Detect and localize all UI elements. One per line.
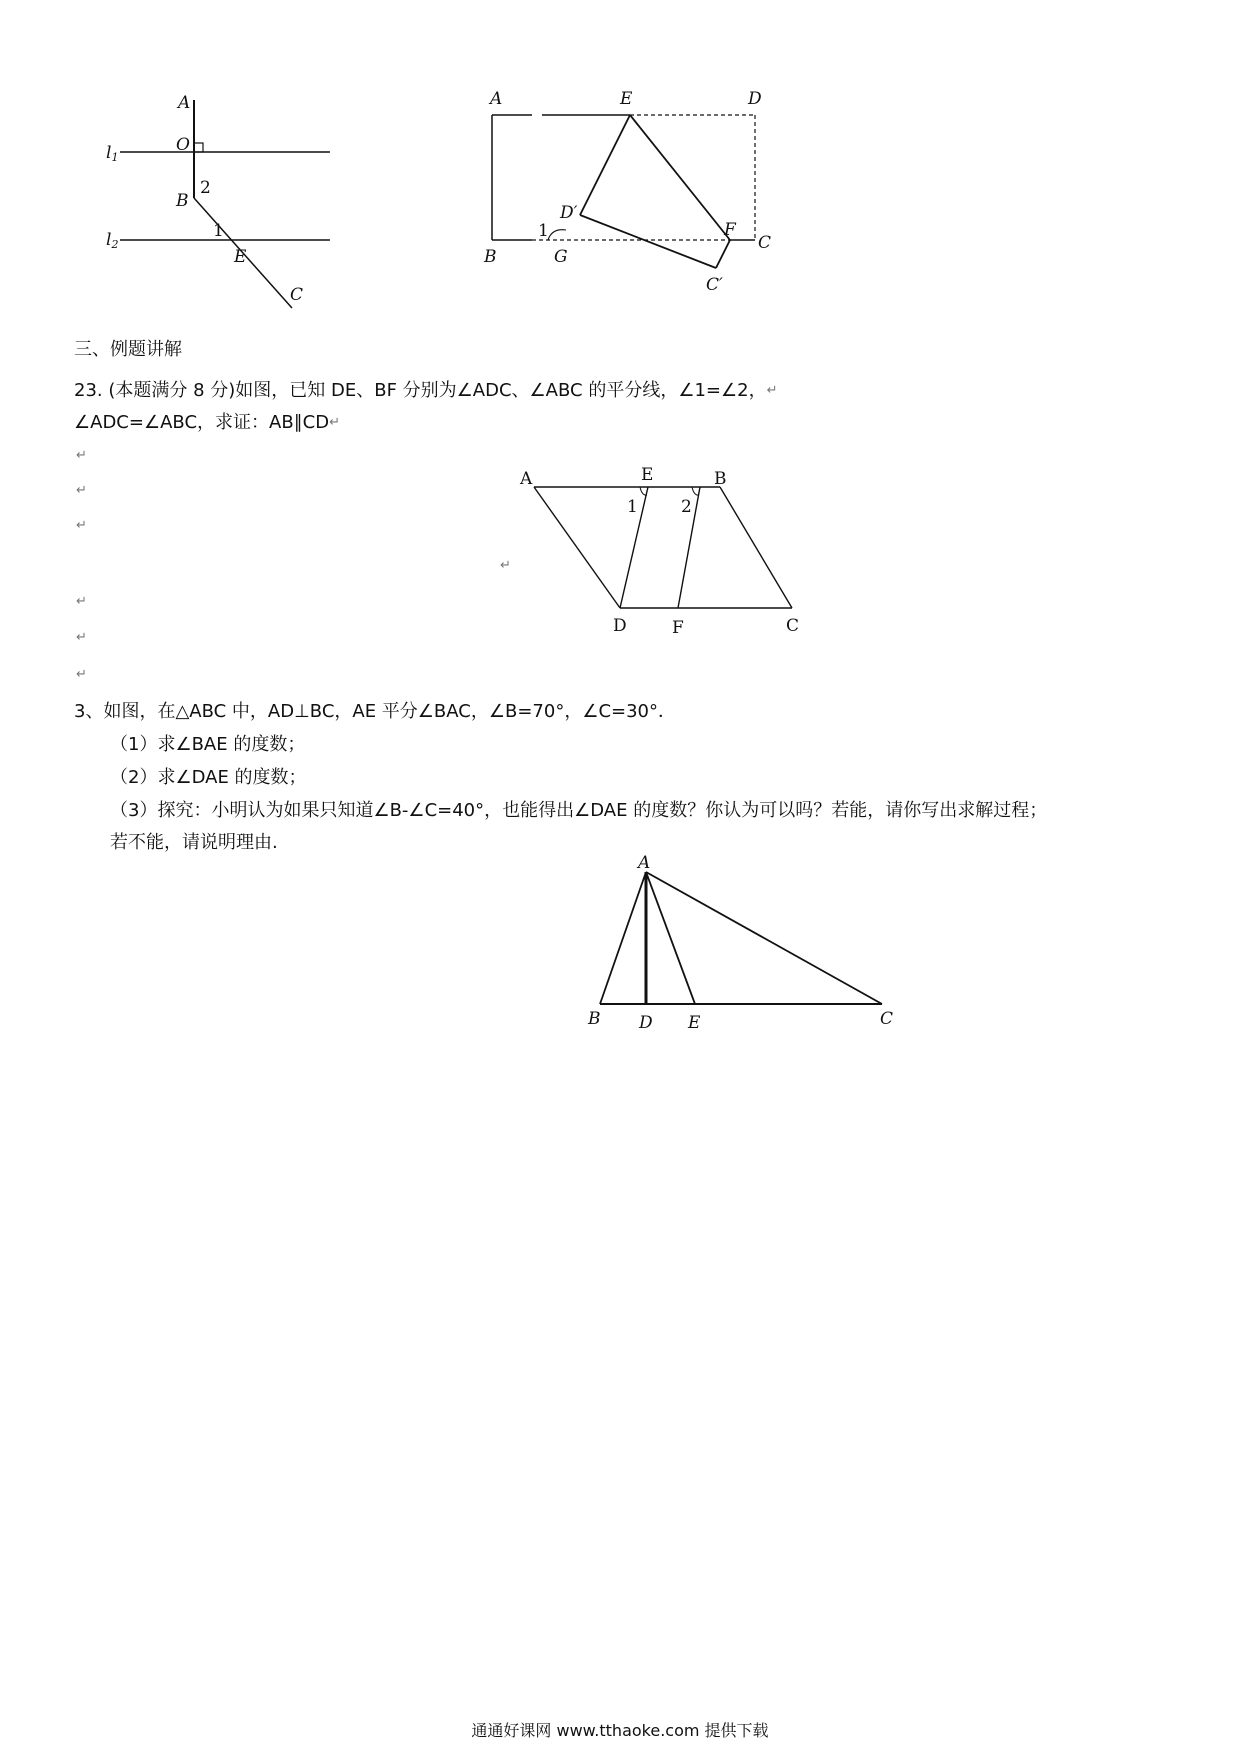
figure-folded-rectangle bbox=[480, 90, 790, 320]
label-l1: l1 bbox=[106, 143, 119, 164]
label-D-prime: D′ bbox=[560, 203, 578, 223]
label-B: B bbox=[484, 247, 497, 267]
problem-3-question-2: （2）求∠DAE 的度数； bbox=[110, 767, 307, 788]
label-C-prime: C′ bbox=[706, 275, 723, 295]
label-C: C bbox=[290, 285, 304, 305]
paragraph-mark: ↵ bbox=[500, 558, 511, 573]
figure-triangle-altitude-bisector bbox=[580, 852, 910, 1037]
figure-parallelogram-bisectors bbox=[510, 462, 820, 647]
label-D: D bbox=[748, 89, 762, 109]
label-A: A bbox=[178, 93, 191, 113]
footer-credit: 通通好课网 www.tthaoke.com 提供下载 bbox=[471, 1721, 769, 1740]
problem-23-line-1: 23. (本题满分 8 分)如图，已知 DE、BF 分别为∠ADC、∠ABC 的平分线，∠1=∠2， ↵ bbox=[74, 380, 778, 401]
label-angle-2: 2 bbox=[200, 178, 211, 198]
paragraph-mark: ↵ bbox=[76, 630, 87, 645]
label-A: A bbox=[520, 469, 533, 489]
label-B: B bbox=[588, 1009, 601, 1029]
label-A: A bbox=[638, 853, 651, 873]
label-F: F bbox=[724, 220, 736, 240]
label-angle-2: 2 bbox=[681, 497, 692, 517]
label-angle-1: 1 bbox=[627, 497, 638, 517]
paragraph-mark: ↵ bbox=[76, 594, 87, 609]
label-angle-1: 1 bbox=[213, 221, 224, 241]
label-O: O bbox=[176, 135, 190, 155]
paragraph-mark: ↵ bbox=[76, 448, 87, 463]
label-B: B bbox=[176, 191, 189, 211]
label-E: E bbox=[641, 465, 654, 485]
label-B: B bbox=[714, 469, 727, 489]
label-C: C bbox=[880, 1009, 894, 1029]
label-A: A bbox=[490, 89, 503, 109]
section-heading: 三、例题讲解 bbox=[74, 339, 182, 360]
label-D: D bbox=[639, 1013, 653, 1033]
label-l2: l2 bbox=[106, 230, 119, 251]
paragraph-mark: ↵ bbox=[76, 667, 87, 682]
label-C: C bbox=[786, 616, 800, 636]
problem-3-stem: 3、如图，在△ABC 中，AD⊥BC，AE 平分∠BAC，∠B=70°，∠C=30°． bbox=[74, 701, 677, 722]
label-angle-1: 1 bbox=[538, 221, 549, 241]
problem-3-question-3-line-2: 若不能，请说明理由. bbox=[110, 832, 278, 853]
figure-parallel-lines-transversal bbox=[90, 90, 340, 320]
label-E: E bbox=[620, 89, 633, 109]
label-G: G bbox=[554, 247, 568, 267]
label-E: E bbox=[688, 1013, 701, 1033]
label-E: E bbox=[234, 247, 247, 267]
paragraph-mark: ↵ bbox=[76, 483, 87, 498]
label-D: D bbox=[613, 616, 627, 636]
problem-23-line-2: ∠ADC=∠ABC，求证：AB∥CD ↵ bbox=[74, 412, 341, 433]
paragraph-mark: ↵ bbox=[76, 518, 87, 533]
label-C: C bbox=[758, 233, 772, 253]
label-F: F bbox=[672, 618, 684, 638]
problem-3-question-3-line-1: （3）探究：小明认为如果只知道∠B-∠C=40°，也能得出∠DAE 的度数？你认为可以吗？若能，请你写出求解过程； bbox=[110, 800, 1048, 821]
problem-3-question-1: （1）求∠BAE 的度数； bbox=[110, 734, 306, 755]
